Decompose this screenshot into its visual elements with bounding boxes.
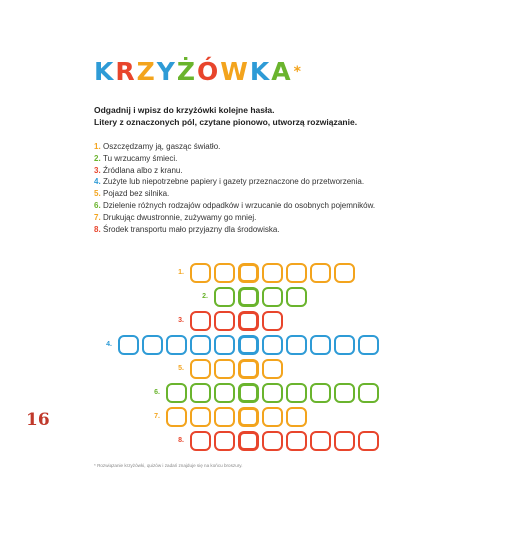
crossword-cell[interactable] [166, 407, 187, 427]
crossword-cell[interactable] [166, 335, 187, 355]
crossword-cell[interactable] [286, 383, 307, 403]
crossword-cell[interactable] [214, 335, 235, 355]
crossword-cell[interactable] [214, 383, 235, 403]
crossword-cell[interactable] [214, 263, 235, 283]
clue-text: Środek transportu mało przyjazny dla środowiska. [103, 224, 280, 234]
title-letter: R [115, 57, 137, 86]
title-letter: W [220, 57, 250, 86]
crossword-cell[interactable] [334, 431, 355, 451]
clue-text: Oszczędzamy ją, gasząc światło. [103, 142, 221, 151]
crossword-cell[interactable] [214, 359, 235, 379]
crossword-cell[interactable] [190, 383, 211, 403]
solution-cell[interactable] [238, 263, 259, 283]
row-number: 3. [178, 317, 184, 324]
crossword-cell[interactable] [262, 431, 283, 451]
crossword-cell[interactable] [190, 359, 211, 379]
title-asterisk: * [293, 64, 303, 80]
solution-cell[interactable] [238, 431, 259, 451]
crossword-cell[interactable] [214, 311, 235, 331]
title-letter: Y [156, 57, 177, 86]
crossword-cell[interactable] [286, 335, 307, 355]
clue-text: Drukując dwustronnie, zużywamy go mniej. [103, 212, 257, 222]
crossword-cell[interactable] [118, 335, 139, 355]
clue-number: 7. [94, 212, 101, 222]
solution-cell[interactable] [238, 383, 259, 403]
title-letter: K [249, 57, 272, 86]
instructions-line-1: Odgadnij i wpisz do krzyżówki kolejne hasła. [94, 105, 275, 115]
title-letter: Z [136, 57, 157, 86]
title-letter: A [271, 57, 293, 86]
crossword-cell[interactable] [190, 335, 211, 355]
title-letter: Ż [176, 57, 198, 86]
solution-cell[interactable] [238, 407, 259, 427]
clue-text: Zużyte lub niepotrzebne papiery i gazety przeznaczone do przetworzenia. [103, 177, 365, 187]
crossword-cell[interactable] [214, 287, 235, 307]
crossword-cell[interactable] [190, 311, 211, 331]
clue-number: 5. [94, 189, 101, 199]
clue-number: 3. [94, 165, 101, 175]
clue-text: Źródlana albo z kranu. [103, 165, 183, 175]
footnote: * Rozwiązanie krzyżówki, quizów i zadań znajduje się na końcu broszury. [94, 463, 243, 468]
clue-number: 6. [94, 200, 101, 210]
solution-cell[interactable] [238, 359, 259, 379]
clue-number: 1. [94, 142, 101, 151]
crossword-cell[interactable] [262, 335, 283, 355]
crossword-cell[interactable] [286, 407, 307, 427]
crossword-cell[interactable] [334, 383, 355, 403]
clue-text: Tu wrzucamy śmieci. [103, 153, 178, 163]
crossword-cell[interactable] [262, 287, 283, 307]
row-number: 4. [106, 341, 112, 348]
row-number: 7. [154, 413, 160, 420]
crossword-cell[interactable] [262, 311, 283, 331]
crossword-cell[interactable] [262, 359, 283, 379]
crossword-cell[interactable] [190, 431, 211, 451]
clue-text: Dzielenie różnych rodzajów odpadków i wrzucanie do osobnych pojemników. [103, 200, 376, 210]
row-number: 6. [154, 389, 160, 396]
crossword-cell[interactable] [286, 431, 307, 451]
crossword-cell[interactable] [190, 407, 211, 427]
solution-cell[interactable] [238, 335, 259, 355]
page-number: 16 [26, 410, 50, 430]
crossword-cell[interactable] [358, 431, 379, 451]
row-number: 5. [178, 365, 184, 372]
crossword-cell[interactable] [262, 407, 283, 427]
clue-number: 4. [94, 177, 101, 187]
crossword-cell[interactable] [262, 263, 283, 283]
clue-text: Pojazd bez silnika. [103, 189, 170, 199]
solution-cell[interactable] [238, 311, 259, 331]
crossword-cell[interactable] [334, 263, 355, 283]
crossword-cell[interactable] [310, 335, 331, 355]
instructions-line-2: Litery z oznaczonych pól, czytane pionowo, utworzą rozwiązanie. [94, 117, 358, 127]
title-letter: Ó [197, 57, 221, 86]
crossword-cell[interactable] [166, 383, 187, 403]
crossword-cell[interactable] [214, 407, 235, 427]
crossword-cell[interactable] [310, 263, 331, 283]
solution-cell[interactable] [238, 287, 259, 307]
crossword-cell[interactable] [334, 335, 355, 355]
crossword-cell[interactable] [262, 383, 283, 403]
crossword-cell[interactable] [142, 335, 163, 355]
crossword-cell[interactable] [190, 263, 211, 283]
crossword-cell[interactable] [310, 383, 331, 403]
clue-number: 8. [94, 224, 101, 234]
row-number: 1. [178, 269, 184, 276]
crossword-cell[interactable] [286, 263, 307, 283]
crossword-cell[interactable] [214, 431, 235, 451]
crossword-cell[interactable] [310, 431, 331, 451]
crossword-cell[interactable] [286, 287, 307, 307]
title-letter: K [94, 57, 116, 86]
row-number: 8. [178, 437, 184, 444]
clue-number: 2. [94, 153, 101, 163]
crossword-cell[interactable] [358, 335, 379, 355]
row-number: 2. [202, 293, 208, 300]
crossword-cell[interactable] [358, 383, 379, 403]
